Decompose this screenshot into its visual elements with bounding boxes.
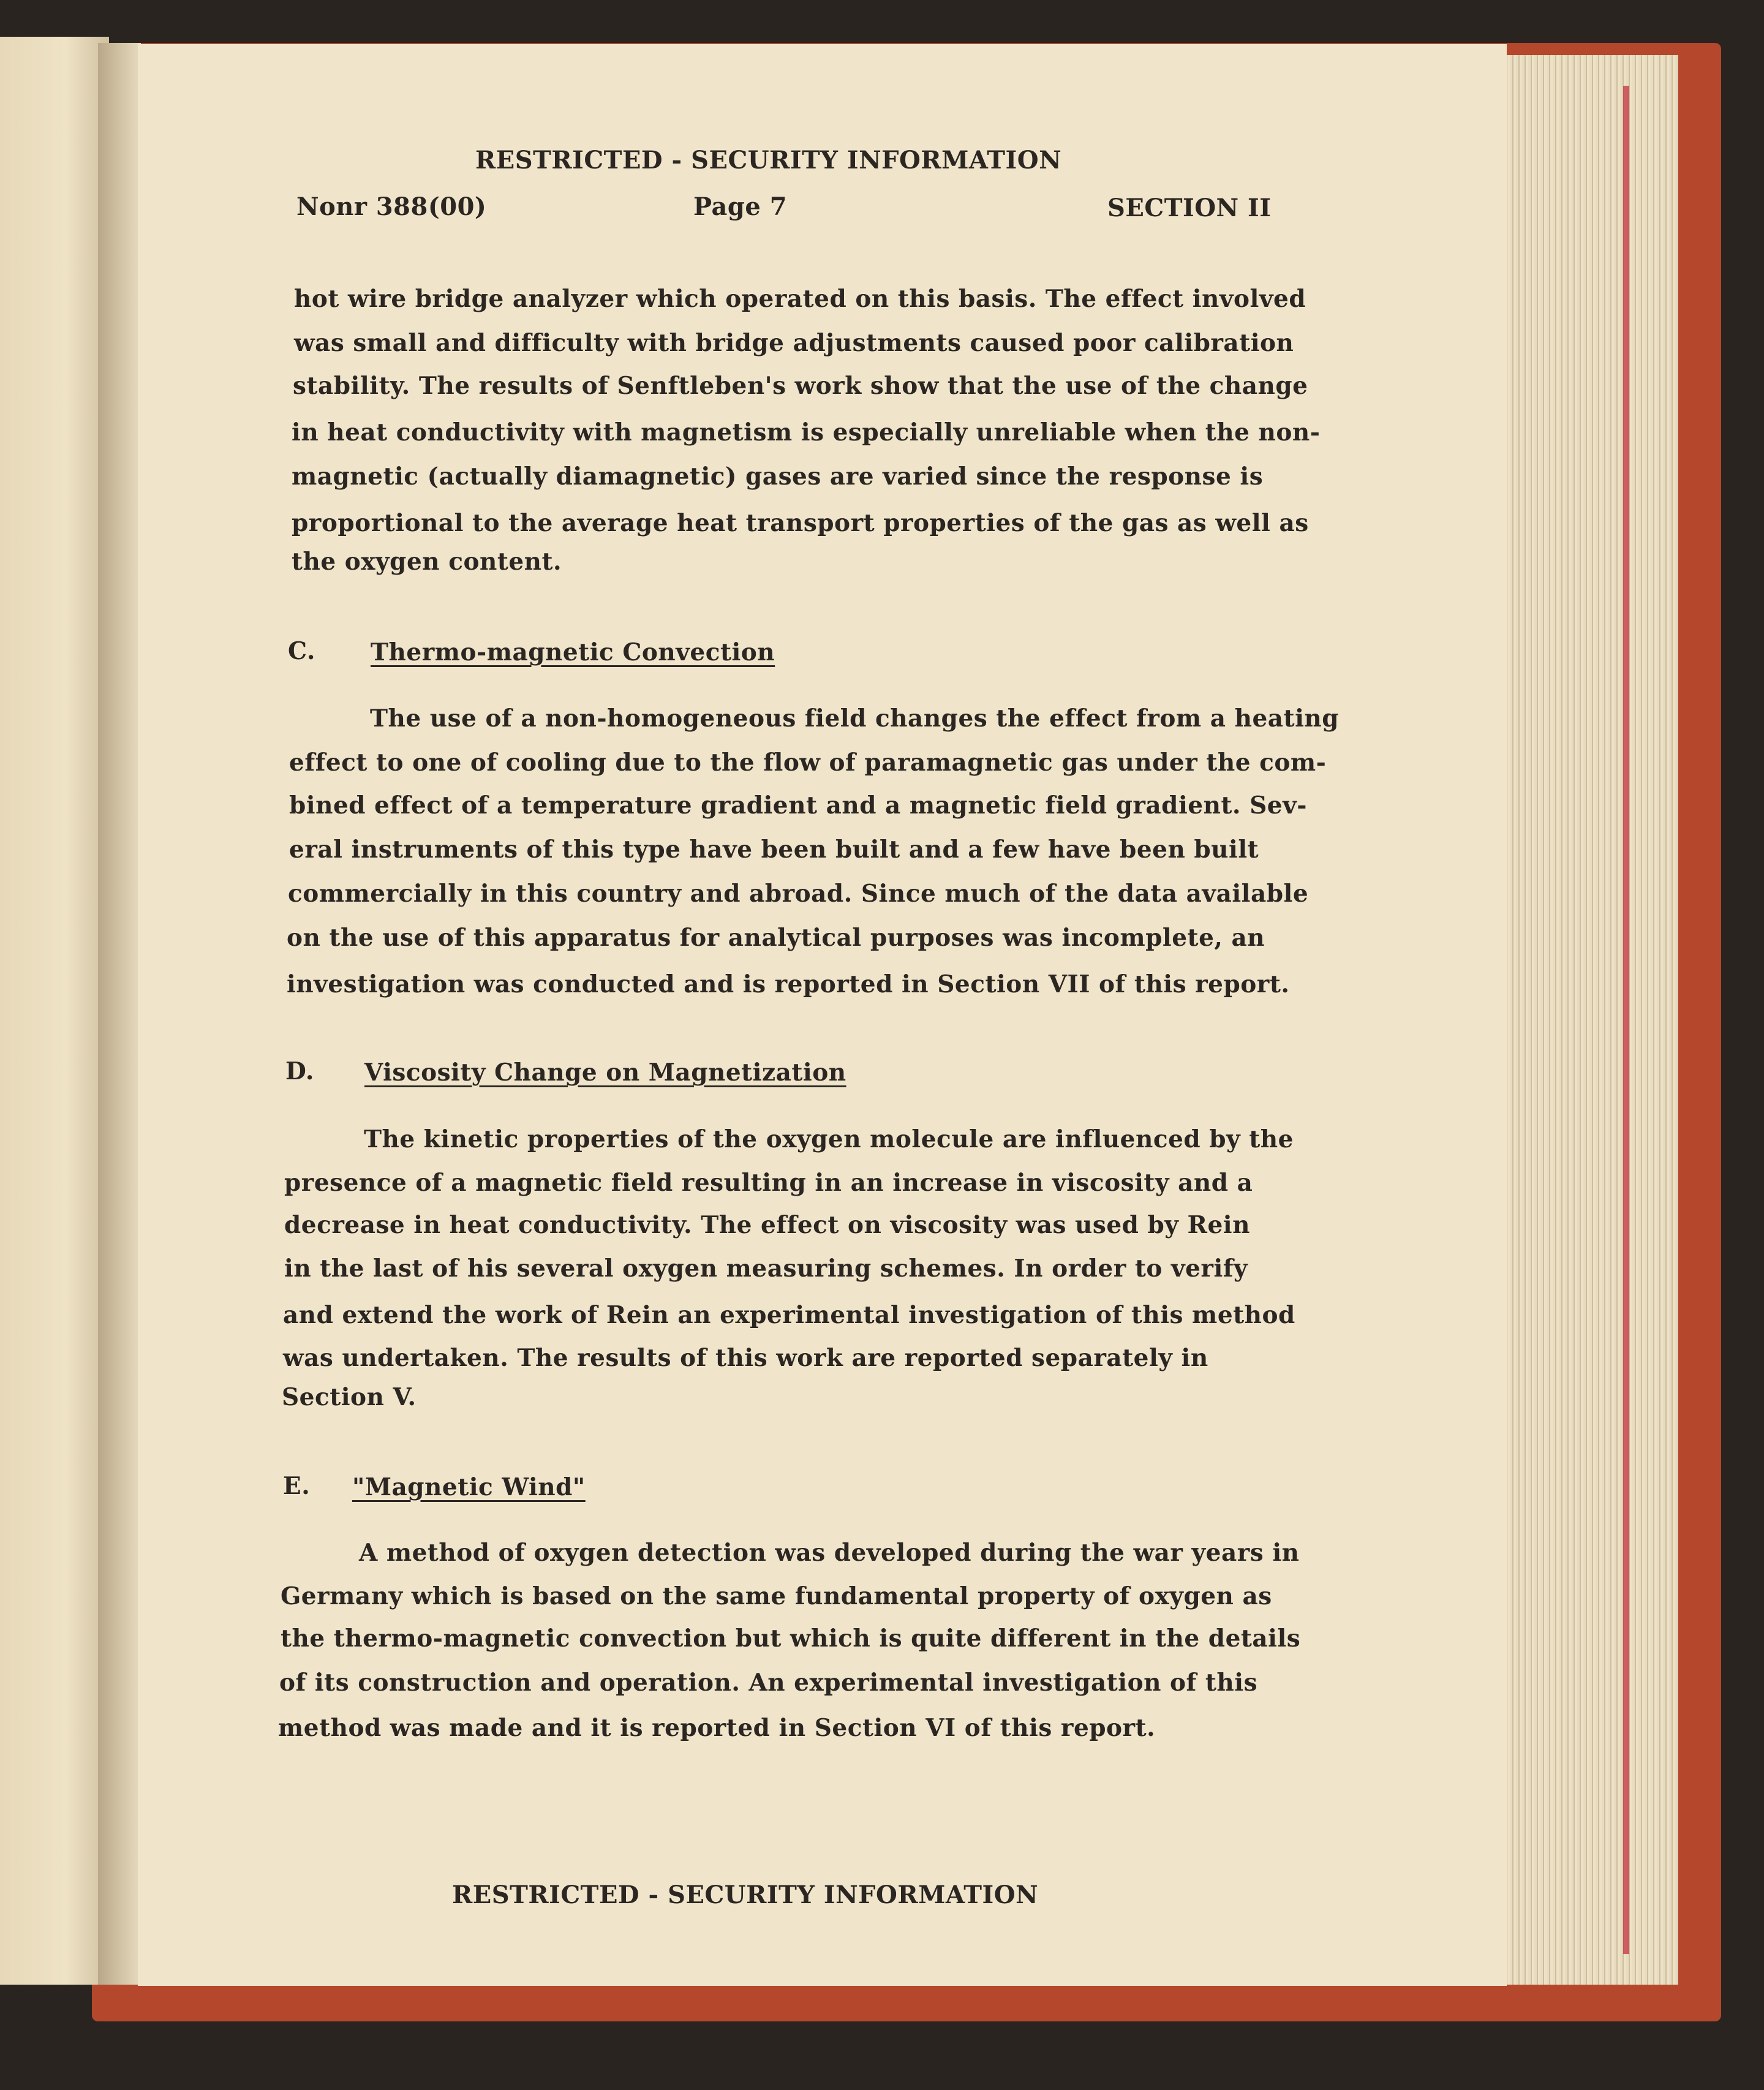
text-line: The kinetic properties of the oxygen molecule are influenced by the xyxy=(364,1125,1294,1153)
text-line: bined effect of a temperature gradient and a magnetic field gradient. Sev- xyxy=(289,791,1307,820)
book-gutter xyxy=(98,43,141,1985)
text-line: effect to one of cooling due to the flow of paramagnetic gas under the com- xyxy=(289,749,1327,777)
header-classification: RESTRICTED - SECURITY INFORMATION xyxy=(475,146,1062,175)
header-page-number: Page 7 xyxy=(693,192,788,221)
footer-classification: RESTRICTED - SECURITY INFORMATION xyxy=(452,1881,1039,1909)
text-line: hot wire bridge analyzer which operated on this basis. The effect involved xyxy=(294,285,1306,313)
text-line: stability. The results of Senftleben's work show that the use of the change xyxy=(293,372,1308,400)
text-line: decrease in heat conductivity. The effect on viscosity was used by Rein xyxy=(284,1211,1250,1239)
text-line: in heat conductivity with magnetism is especially unreliable when the non- xyxy=(292,418,1321,447)
text-line: A method of oxygen detection was developed during the war years in xyxy=(359,1539,1300,1567)
text-line: method was made and it is reported in Section VI of this report. xyxy=(278,1714,1156,1742)
header-contract: Nonr 388(00) xyxy=(296,192,487,221)
left-page xyxy=(0,37,109,1985)
text-line: of its construction and operation. An experimental investigation of this xyxy=(279,1669,1258,1697)
text-line: eral instruments of this type have been built and a few have been built xyxy=(289,836,1259,864)
text-line: Section V. xyxy=(282,1383,417,1411)
section-e-letter: E. xyxy=(283,1472,311,1500)
text-line: and extend the work of Rein an experimental investigation of this method xyxy=(283,1301,1295,1329)
text-line: presence of a magnetic field resulting in an increase in viscosity and a xyxy=(284,1169,1253,1197)
text-line: magnetic (actually diamagnetic) gases are varied since the response is xyxy=(292,462,1264,491)
text-line: Germany which is based on the same fundamental property of oxygen as xyxy=(281,1582,1272,1610)
text-line: the thermo-magnetic convection but which is quite different in the details xyxy=(281,1624,1301,1653)
section-c-letter: C. xyxy=(288,637,315,665)
text-line: proportional to the average heat transport properties of the gas as well as xyxy=(292,509,1309,537)
text-line: investigation was conducted and is reported in Section VII of this report. xyxy=(287,970,1290,998)
text-line: was undertaken. The results of this work are reported separately in xyxy=(283,1344,1208,1372)
text-line: on the use of this apparatus for analytical purposes was incomplete, an xyxy=(287,924,1265,952)
section-c-title: Thermo-magnetic Convection xyxy=(371,638,775,666)
section-d-letter: D. xyxy=(285,1057,315,1085)
header-section: SECTION II xyxy=(1107,194,1272,222)
text-line: the oxygen content. xyxy=(292,548,562,576)
section-d-title: Viscosity Change on Magnetization xyxy=(364,1058,846,1087)
text-line: The use of a non-homogeneous field changes the effect from a heating xyxy=(370,704,1340,733)
text-line: in the last of his several oxygen measuring schemes. In order to verify xyxy=(284,1254,1248,1283)
page-edge-stripe xyxy=(1623,86,1629,1954)
text-line: commercially in this country and abroad. Since much of the data available xyxy=(288,880,1309,908)
section-e-title: "Magnetic Wind" xyxy=(352,1473,586,1501)
text-line: was small and difficulty with bridge adjustments caused poor calibration xyxy=(294,329,1294,357)
page-edges xyxy=(1504,55,1678,1985)
